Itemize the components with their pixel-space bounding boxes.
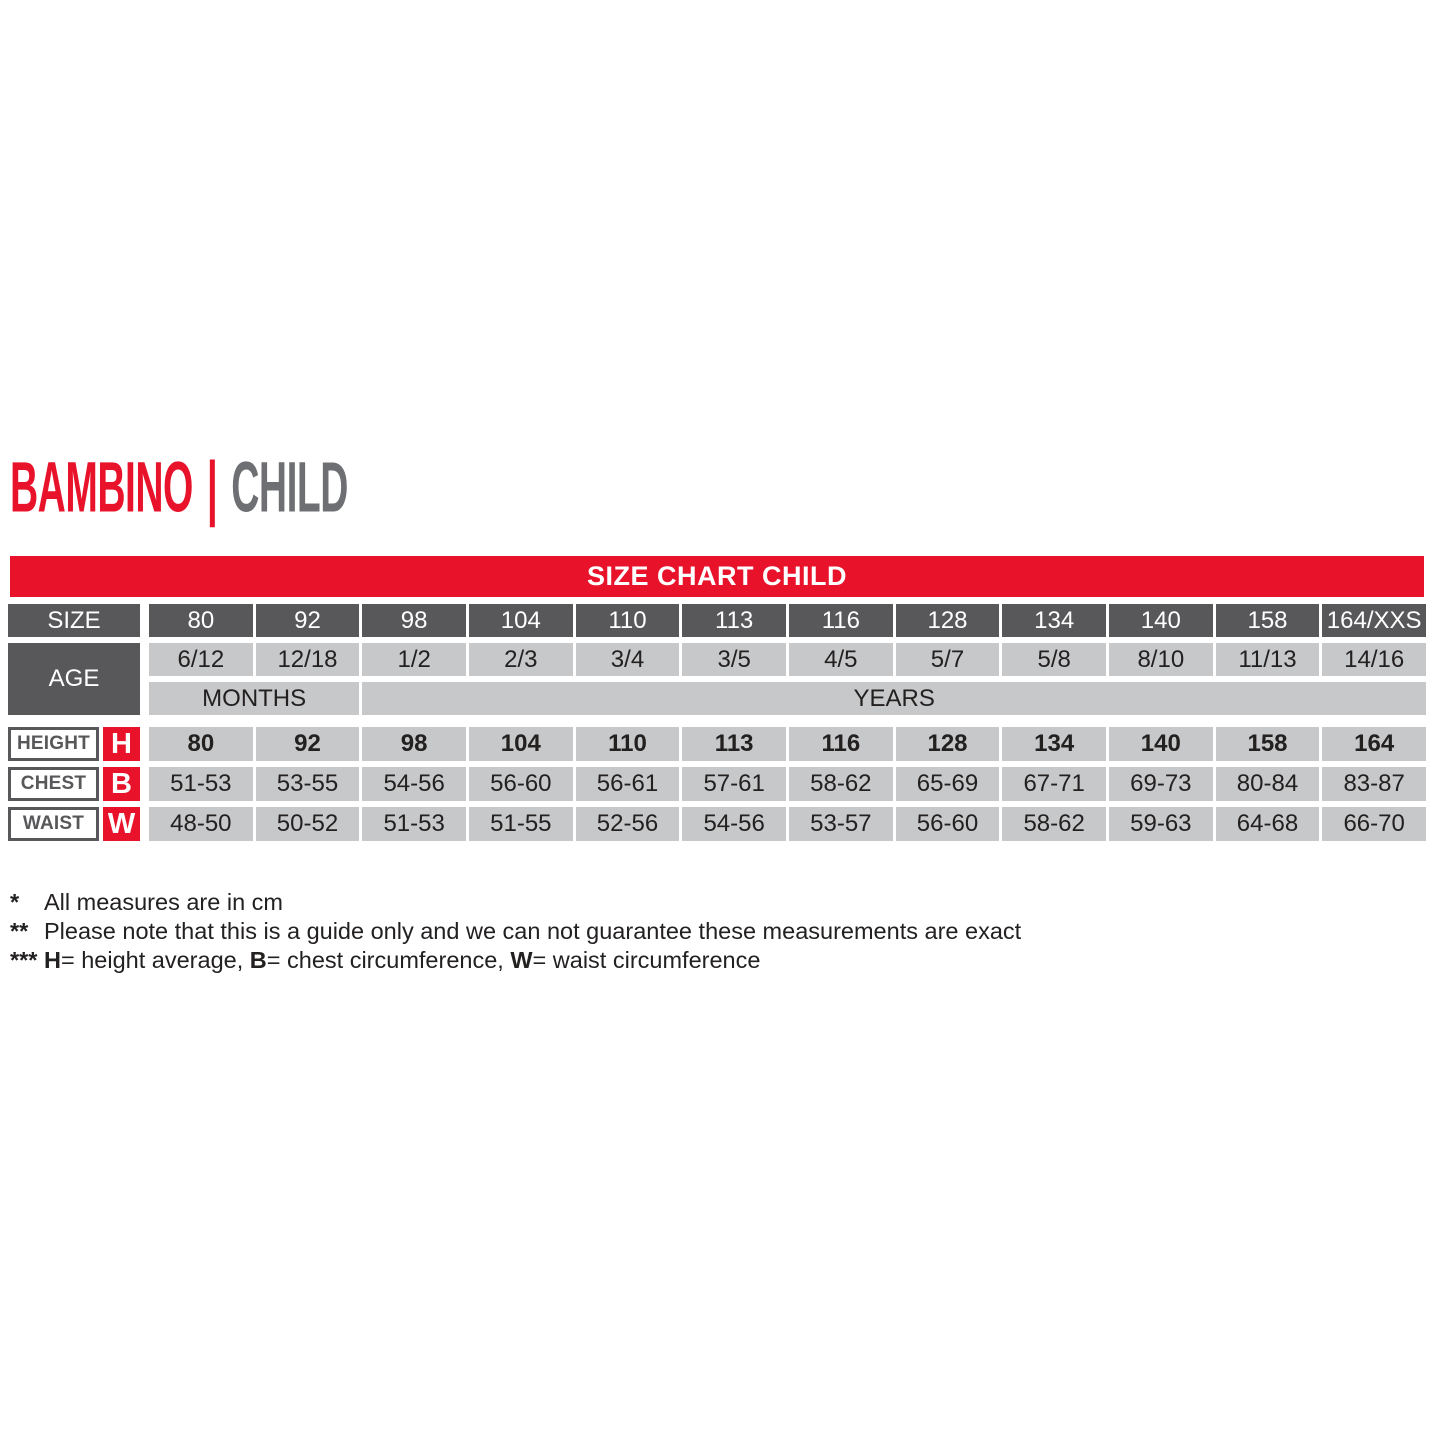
- age-cell: 8/10: [1109, 643, 1213, 676]
- size-cell: 110: [576, 604, 680, 637]
- footnote-measures: [10, 888, 1021, 917]
- footnote-marker: **: [10, 918, 29, 944]
- age-cell: 4/5: [789, 643, 893, 676]
- waist-cell: 52-56: [576, 807, 680, 841]
- height-cell: 104: [469, 727, 573, 761]
- height-cell: 140: [1109, 727, 1213, 761]
- title-primary: BAMBINO: [10, 449, 193, 528]
- waist-label: WAIST: [8, 807, 99, 841]
- height-letter-badge: H: [103, 727, 140, 761]
- chest-cell: 56-60: [469, 767, 573, 801]
- footnote-text: Please note that this is a guide only and we can not guarantee these measurements are exact: [44, 918, 1022, 944]
- height-cell: 134: [1002, 727, 1106, 761]
- height-cell: 113: [682, 727, 786, 761]
- chest-cell: 58-62: [789, 767, 893, 801]
- measurement-table: [8, 727, 1426, 841]
- size-cell: 134: [1002, 604, 1106, 637]
- size-cell: 104: [469, 604, 573, 637]
- size-row-header: SIZE: [8, 604, 140, 637]
- age-cell: 6/12: [149, 643, 253, 676]
- age-cell: 3/4: [576, 643, 680, 676]
- waist-cell: 64-68: [1216, 807, 1320, 841]
- banner-label: SIZE CHART CHILD: [587, 561, 847, 591]
- size-cell: 98: [362, 604, 466, 637]
- footnote-marker: ***: [10, 947, 38, 973]
- height-cell: 128: [896, 727, 1000, 761]
- waist-cell: 51-53: [362, 807, 466, 841]
- height-cell: 110: [576, 727, 680, 761]
- chest-cell: 65-69: [896, 767, 1000, 801]
- page-title: [10, 449, 348, 528]
- footnote-marker: *: [10, 889, 20, 915]
- chest-cell: 80-84: [1216, 767, 1320, 801]
- age-cell: 2/3: [469, 643, 573, 676]
- waist-cell: 54-56: [682, 807, 786, 841]
- age-cell: 11/13: [1216, 643, 1320, 676]
- waist-cell: 58-62: [1002, 807, 1106, 841]
- title-secondary: CHILD: [231, 449, 348, 528]
- legend-b-text: = chest circumference,: [266, 947, 511, 973]
- size-chart-banner: [10, 556, 1424, 597]
- size-age-table: [8, 604, 1426, 715]
- height-cell: 80: [149, 727, 253, 761]
- legend-b: B: [249, 947, 267, 973]
- chest-cell: 56-61: [576, 767, 680, 801]
- footnotes: [10, 888, 1021, 975]
- months-span-cell: MONTHS: [149, 682, 359, 715]
- waist-cell: 66-70: [1322, 807, 1426, 841]
- height-cell: 164: [1322, 727, 1426, 761]
- height-label: HEIGHT: [8, 727, 99, 761]
- legend-h-text: = height average,: [60, 947, 250, 973]
- size-cell: 113: [682, 604, 786, 637]
- chest-cell: 51-53: [149, 767, 253, 801]
- age-cell: 14/16: [1322, 643, 1426, 676]
- waist-cell: 53-57: [789, 807, 893, 841]
- footnote-legend: [10, 946, 1021, 975]
- footnote-text: All measures are in cm: [44, 889, 283, 915]
- chest-cell: 54-56: [362, 767, 466, 801]
- height-row-header: [8, 727, 140, 761]
- age-row-header: AGE: [8, 643, 140, 715]
- age-cell: 5/8: [1002, 643, 1106, 676]
- footnote-text: [44, 946, 760, 975]
- chest-letter-badge: B: [103, 767, 140, 801]
- years-span-cell: YEARS: [362, 682, 1426, 715]
- size-cell: 164/XXS: [1322, 604, 1426, 637]
- chest-cell: 57-61: [682, 767, 786, 801]
- age-cell: 3/5: [682, 643, 786, 676]
- waist-cell: 56-60: [896, 807, 1000, 841]
- size-cell: 128: [896, 604, 1000, 637]
- chest-cell: 67-71: [1002, 767, 1106, 801]
- size-cell: 80: [149, 604, 253, 637]
- footnote-guide: [10, 917, 1021, 946]
- age-cell: 5/7: [896, 643, 1000, 676]
- waist-row-header: [8, 807, 140, 841]
- height-cell: 92: [256, 727, 360, 761]
- age-cell: 12/18: [256, 643, 360, 676]
- chest-cell: 69-73: [1109, 767, 1213, 801]
- legend-w-text: = waist circumference: [532, 947, 761, 973]
- waist-letter-badge: W: [103, 807, 140, 841]
- title-separator: |: [206, 449, 218, 528]
- chest-cell: 83-87: [1322, 767, 1426, 801]
- legend-h: H: [44, 947, 61, 973]
- waist-cell: 48-50: [149, 807, 253, 841]
- waist-cell: 50-52: [256, 807, 360, 841]
- chest-label: CHEST: [8, 767, 99, 801]
- size-cell: 116: [789, 604, 893, 637]
- size-cell: 158: [1216, 604, 1320, 637]
- size-cell: 140: [1109, 604, 1213, 637]
- chest-cell: 53-55: [256, 767, 360, 801]
- size-cell: 92: [256, 604, 360, 637]
- chest-row-header: [8, 767, 140, 801]
- height-cell: 116: [789, 727, 893, 761]
- waist-cell: 59-63: [1109, 807, 1213, 841]
- height-cell: 158: [1216, 727, 1320, 761]
- height-cell: 98: [362, 727, 466, 761]
- age-cell: 1/2: [362, 643, 466, 676]
- legend-w: W: [510, 947, 533, 973]
- waist-cell: 51-55: [469, 807, 573, 841]
